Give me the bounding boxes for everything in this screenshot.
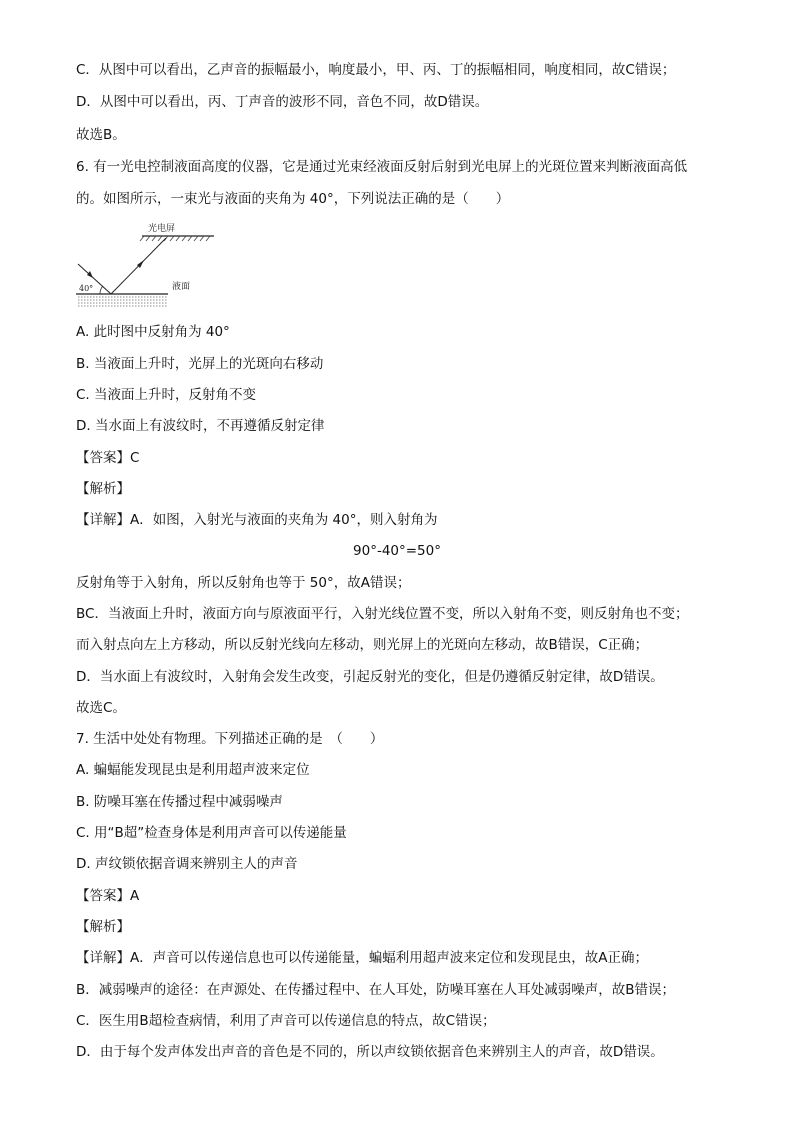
reflection-diagram <box>74 218 224 310</box>
detail-text: B．减弱噪声的途径：在声源处、在传播过程中、在人耳处，防噪耳塞在人耳处减弱噪声，故B错误； <box>76 982 676 998</box>
detail-text: 【详解】A．如图，入射光与液面的夹角为 40°，则入射角为 <box>76 512 438 528</box>
detail-text: 反射角等于入射角，所以反射角也等于 50°，故A错误； <box>76 575 411 591</box>
answer-label: 【答案】C <box>76 450 140 466</box>
detail-text: 【详解】A．声音可以传递信息也可以传递能量，蝙蝠利用超声波来定位和发现昆虫，故A正确； <box>76 950 648 966</box>
option-b: B. 防噪耳塞在传播过程中减弱噪声 <box>76 794 283 810</box>
conclusion-text: 故选C。 <box>76 700 126 716</box>
text-line: 故选B。 <box>76 127 126 143</box>
option-c: C. 当液面上升时，反射角不变 <box>76 387 257 403</box>
detail-text: D．由于每个发声体发出声音的音色是不同的，所以声纹锁依据音色来辨别主人的声音，故D错误。 <box>76 1044 664 1060</box>
detail-text: D．当水面上有波纹时，入射角会发生改变，引起反射光的变化，但是仍遵循反射定律，故D错误。 <box>76 669 664 685</box>
liquid-hatching <box>78 297 168 306</box>
option-a: A. 蝙蝠能发现昆虫是利用超声波来定位 <box>76 762 310 778</box>
option-d: D. 当水面上有波纹时，不再遵循反射定律 <box>76 418 325 434</box>
detail-text: C．医生用B超检查病情，利用了声音可以传递信息的特点，故C错误； <box>76 1013 496 1029</box>
option-d: D. 声纹锁依据音调来辨别主人的声音 <box>76 856 298 872</box>
screen-hatching <box>140 236 210 241</box>
option-a: A. 此时图中反射角为 40° <box>76 324 230 340</box>
question-7-stem: 7. 生活中处处有物理。下列描述正确的是 （ ） <box>76 731 384 747</box>
question-6-stem: 的。如图所示，一束光与液面的夹角为 40°，下列说法正确的是（ ） <box>76 191 510 207</box>
text-line: D．从图中可以看出，丙、丁声音的波形不同，音色不同，故D错误。 <box>76 94 489 110</box>
screen-label: 光电屏 <box>148 224 176 234</box>
option-b: B. 当液面上升时，光屏上的光斑向右移动 <box>76 356 324 372</box>
formula: 90°-40°=50° <box>353 543 441 559</box>
analysis-label: 【解析】 <box>76 481 130 497</box>
analysis-label: 【解析】 <box>76 919 130 935</box>
option-c: C. 用“B超”检查身体是利用声音可以传递能量 <box>76 825 347 841</box>
text-line: C．从图中可以看出，乙声音的振幅最小，响度最小，甲、丙、丁的振幅相同，响度相同，故C错误； <box>76 62 676 78</box>
liquid-label: 液面 <box>172 282 191 292</box>
angle-label: 40° <box>79 284 94 293</box>
question-6-stem: 6. 有一光电控制液面高度的仪器，它是通过光束经液面反射后射到光电屏上的光斑位置来判断液面高低 <box>76 159 688 175</box>
detail-text: BC．当液面上升时，液面方向与原液面平行，入射光线位置不变，所以入射角不变，则反射角也不变； <box>76 606 689 622</box>
incident-arrow-icon <box>87 271 93 278</box>
detail-text: 而入射点向左上方移动，所以反射光线向左移动，则光屏上的光斑向左移动，故B错误，C正确； <box>76 637 649 653</box>
answer-label: 【答案】A <box>76 888 140 904</box>
angle-arc <box>100 286 103 294</box>
